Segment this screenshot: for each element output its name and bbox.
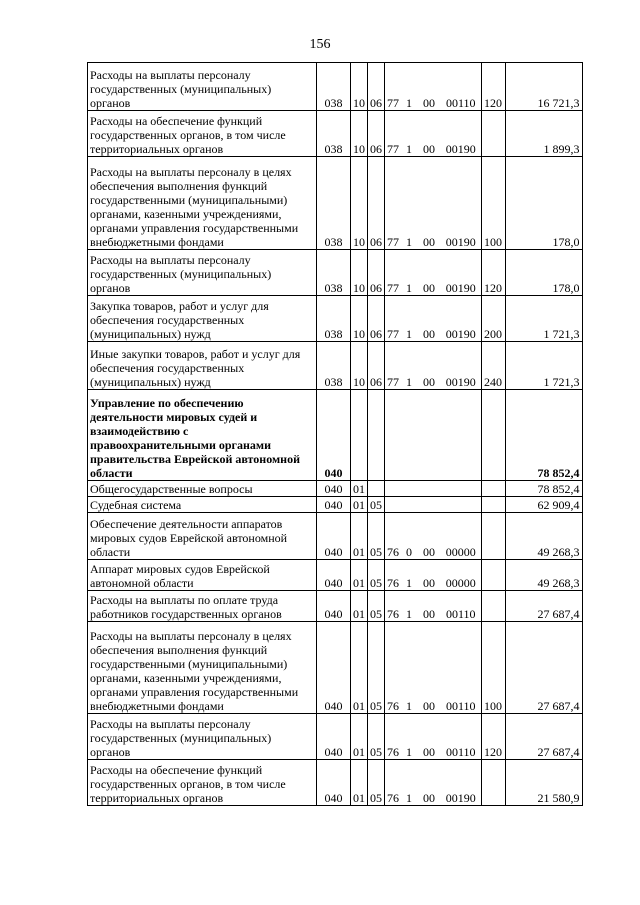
- row-amount-cell: 1 899,3: [505, 111, 582, 157]
- row-target-group-cell: 00: [417, 157, 441, 250]
- row-name-cell: Расходы на выплаты персоналу в целях обеспечения выполнения функций государственными (муниципальными) органами, казенными учреждениями, органами управления государственными внебюджетными фондами: [88, 157, 317, 250]
- row-target-group-cell: 00: [417, 63, 441, 111]
- row-target-group-cell: 00: [417, 591, 441, 622]
- row-section-cell: 01: [351, 481, 368, 497]
- row-target-subprogram-cell: [401, 497, 417, 513]
- row-target-subprogram-cell: 1: [401, 157, 417, 250]
- row-code-cell: 040: [317, 760, 351, 806]
- row-target-subprogram-cell: [401, 390, 417, 481]
- row-target-item-cell: [441, 481, 481, 497]
- row-target-group-cell: 00: [417, 296, 441, 342]
- row-target-program-cell: 76: [385, 560, 402, 591]
- table-row: [88, 342, 583, 390]
- row-target-subprogram-cell: 1: [401, 63, 417, 111]
- row-target-program-cell: 77: [385, 296, 402, 342]
- row-target-subprogram-cell: 1: [401, 622, 417, 714]
- table-row: [88, 714, 583, 760]
- row-target-item-cell: 00190: [441, 111, 481, 157]
- row-target-program-cell: 77: [385, 157, 402, 250]
- row-amount-cell: 21 580,9: [505, 760, 582, 806]
- row-section-cell: 10: [351, 63, 368, 111]
- table-row: [88, 560, 583, 591]
- row-amount-cell: 62 909,4: [505, 497, 582, 513]
- row-target-subprogram-cell: 1: [401, 714, 417, 760]
- row-amount-cell: 178,0: [505, 250, 582, 296]
- row-target-program-cell: [385, 481, 402, 497]
- row-target-item-cell: 00110: [441, 622, 481, 714]
- row-subsection-cell: 05: [368, 497, 385, 513]
- row-target-group-cell: 00: [417, 714, 441, 760]
- row-amount-cell: 78 852,4: [505, 481, 582, 497]
- row-section-cell: 10: [351, 250, 368, 296]
- row-expense-type-cell: [481, 497, 505, 513]
- row-target-group-cell: 00: [417, 622, 441, 714]
- row-target-subprogram-cell: 0: [401, 513, 417, 560]
- row-amount-cell: 27 687,4: [505, 714, 582, 760]
- row-target-item-cell: 00190: [441, 342, 481, 390]
- row-subsection-cell: 06: [368, 111, 385, 157]
- row-target-program-cell: 76: [385, 714, 402, 760]
- row-target-group-cell: [417, 497, 441, 513]
- row-code-cell: 038: [317, 63, 351, 111]
- row-target-program-cell: [385, 497, 402, 513]
- budget-table: [87, 62, 583, 806]
- row-subsection-cell: 05: [368, 622, 385, 714]
- row-code-cell: 040: [317, 591, 351, 622]
- row-target-item-cell: [441, 390, 481, 481]
- row-subsection-cell: 06: [368, 296, 385, 342]
- row-expense-type-cell: 100: [481, 622, 505, 714]
- row-amount-cell: 1 721,3: [505, 342, 582, 390]
- row-subsection-cell: [368, 481, 385, 497]
- row-target-item-cell: 00190: [441, 157, 481, 250]
- row-target-subprogram-cell: 1: [401, 591, 417, 622]
- row-target-item-cell: 00190: [441, 296, 481, 342]
- row-target-subprogram-cell: [401, 481, 417, 497]
- row-subsection-cell: 05: [368, 513, 385, 560]
- row-name-cell: Аппарат мировых судов Еврейской автономной области: [88, 560, 317, 591]
- row-section-cell: 01: [351, 513, 368, 560]
- row-target-item-cell: 00110: [441, 714, 481, 760]
- row-target-program-cell: [385, 390, 402, 481]
- row-expense-type-cell: 120: [481, 63, 505, 111]
- row-expense-type-cell: [481, 481, 505, 497]
- row-code-cell: 038: [317, 111, 351, 157]
- row-target-group-cell: 00: [417, 560, 441, 591]
- table-row: [88, 390, 583, 481]
- row-target-program-cell: 77: [385, 63, 402, 111]
- row-subsection-cell: 06: [368, 157, 385, 250]
- row-target-item-cell: 00190: [441, 250, 481, 296]
- row-section-cell: 01: [351, 714, 368, 760]
- row-code-cell: 038: [317, 296, 351, 342]
- row-expense-type-cell: [481, 560, 505, 591]
- row-section-cell: 10: [351, 111, 368, 157]
- row-section-cell: 01: [351, 560, 368, 591]
- row-target-program-cell: 76: [385, 513, 402, 560]
- row-target-group-cell: 00: [417, 760, 441, 806]
- row-target-item-cell: 00000: [441, 560, 481, 591]
- row-code-cell: 040: [317, 481, 351, 497]
- row-subsection-cell: 05: [368, 760, 385, 806]
- table-row: [88, 157, 583, 250]
- row-name-cell: Расходы на выплаты персоналу государственных (муниципальных) органов: [88, 714, 317, 760]
- row-subsection-cell: 05: [368, 714, 385, 760]
- row-target-program-cell: 77: [385, 250, 402, 296]
- row-target-program-cell: 76: [385, 622, 402, 714]
- table-body: [88, 63, 583, 806]
- row-subsection-cell: 05: [368, 591, 385, 622]
- row-section-cell: 01: [351, 497, 368, 513]
- row-section-cell: [351, 390, 368, 481]
- table-row: [88, 250, 583, 296]
- row-amount-cell: 27 687,4: [505, 591, 582, 622]
- row-expense-type-cell: [481, 760, 505, 806]
- row-code-cell: 038: [317, 342, 351, 390]
- row-subsection-cell: [368, 390, 385, 481]
- row-target-subprogram-cell: 1: [401, 296, 417, 342]
- table-row: [88, 591, 583, 622]
- row-expense-type-cell: [481, 390, 505, 481]
- page-number: 156: [309, 37, 331, 52]
- table-row: [88, 481, 583, 497]
- row-target-subprogram-cell: 1: [401, 560, 417, 591]
- row-section-cell: 01: [351, 760, 368, 806]
- row-section-cell: 01: [351, 622, 368, 714]
- row-target-program-cell: 76: [385, 591, 402, 622]
- row-target-item-cell: 00190: [441, 760, 481, 806]
- row-expense-type-cell: [481, 591, 505, 622]
- row-code-cell: 040: [317, 560, 351, 591]
- row-target-group-cell: 00: [417, 513, 441, 560]
- table-row: [88, 111, 583, 157]
- row-target-subprogram-cell: 1: [401, 250, 417, 296]
- row-amount-cell: 78 852,4: [505, 390, 582, 481]
- row-section-cell: 10: [351, 342, 368, 390]
- row-target-group-cell: 00: [417, 111, 441, 157]
- row-expense-type-cell: 200: [481, 296, 505, 342]
- row-code-cell: 038: [317, 157, 351, 250]
- row-section-cell: 01: [351, 591, 368, 622]
- row-subsection-cell: 06: [368, 250, 385, 296]
- row-code-cell: 038: [317, 250, 351, 296]
- row-target-group-cell: 00: [417, 250, 441, 296]
- table-row: [88, 622, 583, 714]
- table-row: [88, 296, 583, 342]
- row-name-cell: Обеспечение деятельности аппаратов мировых судов Еврейской автономной области: [88, 513, 317, 560]
- row-name-cell: Расходы на выплаты персоналу государственных (муниципальных) органов: [88, 63, 317, 111]
- row-expense-type-cell: 100: [481, 157, 505, 250]
- row-subsection-cell: 06: [368, 63, 385, 111]
- row-code-cell: 040: [317, 390, 351, 481]
- row-amount-cell: 178,0: [505, 157, 582, 250]
- row-code-cell: 040: [317, 622, 351, 714]
- row-target-item-cell: 00110: [441, 63, 481, 111]
- table-row: [88, 513, 583, 560]
- row-name-cell: Расходы на обеспечение функций государственных органов, в том числе территориальных органов: [88, 111, 317, 157]
- row-name-cell: Общегосударственные вопросы: [88, 481, 317, 497]
- row-target-item-cell: 00110: [441, 591, 481, 622]
- row-target-item-cell: [441, 497, 481, 513]
- row-target-subprogram-cell: 1: [401, 760, 417, 806]
- row-name-cell: Закупка товаров, работ и услуг для обеспечения государственных (муниципальных) нужд: [88, 296, 317, 342]
- row-amount-cell: 1 721,3: [505, 296, 582, 342]
- row-expense-type-cell: 240: [481, 342, 505, 390]
- row-amount-cell: 27 687,4: [505, 622, 582, 714]
- row-name-cell: Расходы на обеспечение функций государственных органов, в том числе территориальных органов: [88, 760, 317, 806]
- row-target-group-cell: 00: [417, 342, 441, 390]
- row-target-group-cell: [417, 481, 441, 497]
- row-name-cell: Судебная система: [88, 497, 317, 513]
- table-row: [88, 63, 583, 111]
- table-row: [88, 760, 583, 806]
- row-name-cell: Расходы на выплаты персоналу в целях обеспечения выполнения функций государственными (муниципальными) органами, казенными учреждениями, органами управления государственными внебюджетными фондами: [88, 622, 317, 714]
- row-name-cell: Расходы на выплаты персоналу государственных (муниципальных) органов: [88, 250, 317, 296]
- row-target-program-cell: 76: [385, 760, 402, 806]
- row-amount-cell: 49 268,3: [505, 560, 582, 591]
- row-expense-type-cell: [481, 111, 505, 157]
- row-target-subprogram-cell: 1: [401, 342, 417, 390]
- row-subsection-cell: 05: [368, 560, 385, 591]
- row-target-subprogram-cell: 1: [401, 111, 417, 157]
- row-name-cell: Расходы на выплаты по оплате труда работников государственных органов: [88, 591, 317, 622]
- row-target-program-cell: 77: [385, 342, 402, 390]
- row-code-cell: 040: [317, 497, 351, 513]
- row-target-program-cell: 77: [385, 111, 402, 157]
- row-section-cell: 10: [351, 296, 368, 342]
- row-code-cell: 040: [317, 513, 351, 560]
- row-expense-type-cell: 120: [481, 714, 505, 760]
- row-target-item-cell: 00000: [441, 513, 481, 560]
- row-amount-cell: 16 721,3: [505, 63, 582, 111]
- row-subsection-cell: 06: [368, 342, 385, 390]
- row-code-cell: 040: [317, 714, 351, 760]
- row-expense-type-cell: [481, 513, 505, 560]
- row-expense-type-cell: 120: [481, 250, 505, 296]
- row-name-cell: Управление по обеспечению деятельности мировых судей и взаимодействию с правоохранительными органами правительства Еврейской автономной области: [88, 390, 317, 481]
- table-row: [88, 497, 583, 513]
- row-amount-cell: 49 268,3: [505, 513, 582, 560]
- row-section-cell: 10: [351, 157, 368, 250]
- row-name-cell: Иные закупки товаров, работ и услуг для обеспечения государственных (муниципальных) нужд: [88, 342, 317, 390]
- row-target-group-cell: [417, 390, 441, 481]
